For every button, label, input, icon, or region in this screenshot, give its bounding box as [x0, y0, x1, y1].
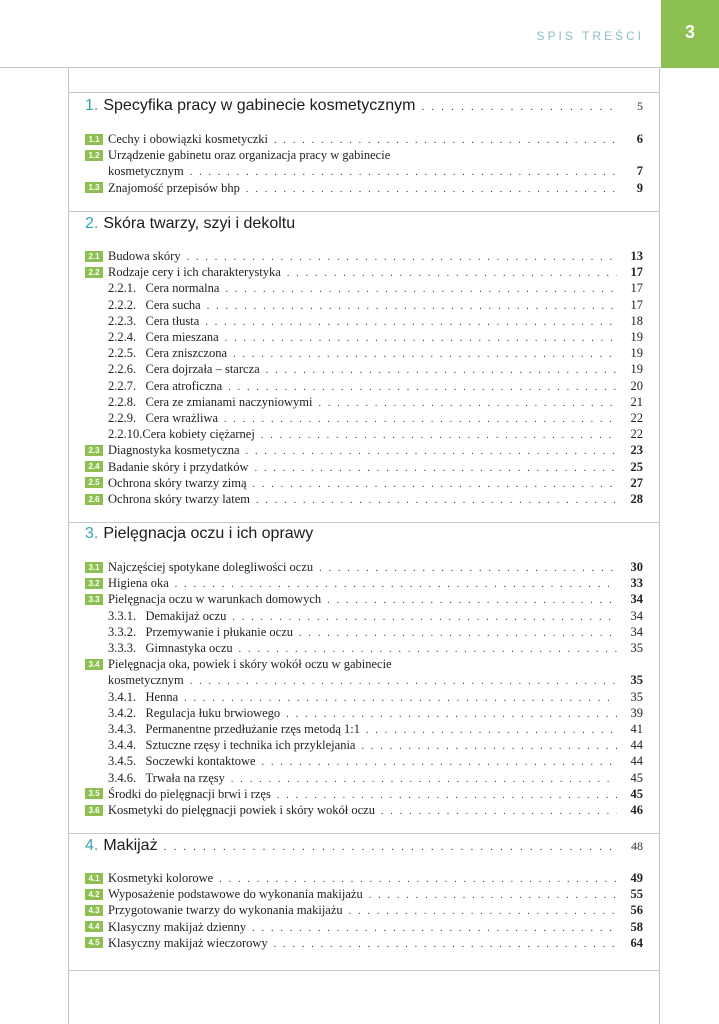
toc-entry[interactable] [85, 919, 643, 935]
toc-entry[interactable] [85, 491, 643, 507]
entry-page: 35 [630, 673, 643, 688]
entry-page: 45 [630, 770, 643, 785]
entry-title: Budowa skóry [108, 249, 181, 263]
entry-page: 64 [630, 935, 643, 950]
toc-entry[interactable] [85, 575, 643, 591]
entry-page: 20 [630, 378, 643, 393]
toc-subentry[interactable] [108, 737, 643, 753]
toc-subentry[interactable] [108, 378, 643, 394]
entry-page: 45 [630, 786, 643, 801]
leader-dots [164, 841, 617, 853]
entry-page: 49 [630, 871, 643, 885]
subsection-number: 3.4.3. [108, 722, 146, 736]
section-divider [68, 522, 660, 523]
section-badge: 2.5 [85, 477, 103, 488]
toc-subentry[interactable] [108, 361, 643, 377]
section-badge: 3.2 [85, 578, 103, 589]
toc-subentry[interactable] [108, 329, 643, 345]
entry-page: 22 [630, 411, 643, 425]
section-badge: 2.2 [85, 267, 103, 278]
entry-page: 19 [630, 362, 643, 377]
entry-title: Cera normalna [145, 281, 220, 296]
entry-title: Soczewki kontaktowe [145, 754, 256, 769]
entry-title: Najczęściej spotykane dolegliwości oczu [108, 560, 314, 574]
header-rule [0, 67, 661, 68]
toc-subentry[interactable] [108, 410, 643, 426]
section-badge: 2.4 [85, 461, 103, 472]
chapter-heading[interactable] [85, 215, 643, 237]
toc-entry[interactable] [85, 264, 643, 280]
toc-entry[interactable] [85, 786, 643, 802]
toc-entry[interactable] [85, 870, 643, 886]
entry-title: Regulacja łuku brwiowego [145, 705, 281, 720]
toc-entry[interactable] [85, 147, 643, 163]
section-badge: 1.3 [85, 182, 103, 193]
toc-subentry[interactable] [108, 624, 643, 640]
entry-page: 25 [630, 459, 643, 474]
entry-title: Rodzaje cery i ich charakterystyka [108, 265, 281, 280]
section-badge: 2.6 [85, 494, 103, 505]
section-badge: 1.2 [85, 150, 103, 161]
toc-subentry[interactable] [108, 608, 643, 624]
entry-title: Trwała na rzęsy [145, 770, 225, 785]
toc-entry[interactable] [85, 935, 643, 951]
toc-entry[interactable] [85, 886, 643, 902]
leader-dots [421, 101, 617, 113]
entry-page: 21 [630, 394, 643, 409]
entry-page: 7 [636, 164, 643, 179]
entry-page: 17 [630, 265, 643, 280]
chapter-number: 2. [85, 215, 99, 232]
entry-page: 30 [630, 560, 643, 574]
entry-title: Kosmetyki do pielęgnacji powiek i skóry wokół oczu [108, 803, 375, 817]
subsection-number: 2.2.7. [108, 378, 146, 393]
entry-page: 6 [636, 132, 643, 146]
leader-dots [246, 182, 617, 198]
entry-page: 35 [630, 641, 643, 655]
entry-title: Cera atroficzna [145, 378, 223, 393]
toc-entry[interactable] [85, 180, 643, 196]
toc-entry[interactable] [85, 131, 643, 147]
entry-page: 44 [630, 754, 643, 769]
section-badge: 4.5 [85, 937, 103, 948]
entry-page: 17 [630, 297, 643, 312]
entry-title: Badanie skóry i przydatków [108, 459, 249, 474]
entry-page: 39 [630, 705, 643, 720]
entry-title-continued: kosmetycznym [108, 164, 184, 179]
subsection-number: 2.2.8. [108, 394, 146, 409]
entry-page: 35 [630, 689, 643, 704]
toc-subentry[interactable] [108, 689, 643, 705]
entry-page: 13 [630, 249, 643, 263]
subsection-number: 2.2.2. [108, 297, 146, 312]
section-divider [68, 92, 660, 93]
toc-entry[interactable] [85, 802, 643, 818]
entry-page: 58 [630, 919, 643, 934]
entry-page: 9 [636, 180, 643, 195]
toc-entry-continuation[interactable] [85, 672, 643, 688]
entry-title: Wyposażenie podstawowe do wykonania makijażu [108, 887, 363, 902]
entry-title: Cera tłusta [145, 313, 200, 328]
entry-page: 18 [630, 313, 643, 328]
section-badge: 3.6 [85, 805, 103, 816]
toc-subentry[interactable] [108, 640, 643, 656]
entry-page: 46 [630, 803, 643, 817]
toc-subentry[interactable] [108, 345, 643, 361]
subsection-number: 2.2.10. [108, 427, 143, 442]
entry-title: Cera sucha [145, 297, 201, 312]
toc-entry[interactable] [85, 559, 643, 575]
chapter-title: Pielęgnacja oczu i ich oprawy [103, 525, 314, 542]
chapter-heading[interactable] [85, 97, 643, 119]
toc-subentry[interactable] [108, 297, 643, 313]
entry-title: Higiena oka [108, 576, 169, 591]
entry-page: 34 [630, 624, 643, 639]
chapter-page: 48 [631, 839, 643, 853]
entry-page: 33 [630, 576, 643, 591]
entry-title: Henna [145, 689, 179, 704]
subsection-number: 2.2.1. [108, 281, 146, 296]
subsection-number: 2.2.4. [108, 330, 146, 344]
subsection-number: 3.4.4. [108, 738, 146, 753]
entry-title: Przemywanie i płukanie oczu [145, 624, 294, 639]
page-number-tab [661, 0, 719, 68]
entry-title: Środki do pielęgnacji brwi i rzęs [108, 786, 271, 801]
toc-subentry[interactable] [108, 313, 643, 329]
entry-page: 27 [630, 475, 643, 490]
entry-title: Ochrona skóry twarzy latem [108, 492, 250, 506]
entry-title: Diagnostyka kosmetyczna [108, 443, 240, 458]
entry-title: Pielęgnacja oczu w warunkach domowych [108, 592, 322, 607]
entry-page: 17 [630, 281, 643, 296]
subsection-number: 3.4.5. [108, 754, 146, 769]
entry-title: Permanentne przedłużanie rzęs metodą 1:1 [145, 722, 360, 736]
leader-dots [274, 937, 617, 953]
entry-title: Przygotowanie twarzy do wykonania makijażu [108, 903, 343, 918]
toc-entry[interactable] [85, 902, 643, 918]
chapter-title: Specyfika pracy w gabinecie kosmetycznym [103, 97, 416, 114]
section-badge: 4.3 [85, 905, 103, 916]
section-badge: 1.1 [85, 134, 103, 145]
chapter-number: 4. [85, 837, 99, 854]
entry-title: Cera kobiety ciężarnej [142, 427, 255, 442]
entry-title: Znajomość przepisów bhp [108, 180, 240, 195]
section-divider [68, 970, 660, 971]
entry-page: 34 [630, 608, 643, 623]
header-label: SPIS TREŚCI [536, 29, 644, 43]
section-divider [68, 833, 660, 834]
toc-entry[interactable] [85, 248, 643, 264]
toc-entry[interactable] [85, 656, 643, 672]
toc-entry[interactable] [85, 475, 643, 491]
entry-page: 19 [630, 346, 643, 361]
section-badge: 4.4 [85, 921, 103, 932]
subsection-number: 3.4.1. [108, 689, 146, 704]
entry-title-continued: kosmetycznym [108, 673, 184, 688]
entry-page: 41 [630, 722, 643, 736]
entry-page: 23 [630, 443, 643, 458]
toc-entry[interactable] [85, 459, 643, 475]
subsection-number: 3.3.2. [108, 624, 146, 639]
entry-page: 19 [630, 330, 643, 344]
entry-page: 28 [630, 492, 643, 506]
toc-entry-continuation[interactable] [85, 163, 643, 179]
section-badge: 3.1 [85, 562, 103, 573]
toc-entry[interactable] [85, 442, 643, 458]
subsection-number: 3.4.6. [108, 770, 146, 785]
entry-title: Urządzenie gabinetu oraz organizacja pracy w gabinecie [108, 148, 391, 163]
entry-title: Cera wrażliwa [145, 411, 219, 425]
subsection-number: 2.2.6. [108, 362, 146, 377]
toc-subentry[interactable] [108, 721, 643, 737]
toc-subentry[interactable] [108, 770, 643, 786]
entry-page: 34 [630, 592, 643, 607]
subsection-number: 3.3.3. [108, 641, 146, 655]
entry-title: Cechy i obowiązki kosmetyczki [108, 132, 269, 146]
chapter-heading[interactable] [85, 525, 643, 547]
chapter-title: Makijaż [103, 837, 158, 854]
entry-page: 55 [630, 887, 643, 902]
entry-title: Cera dojrzała – starcza [145, 362, 260, 377]
section-badge: 4.1 [85, 873, 103, 884]
section-badge: 3.3 [85, 594, 103, 605]
subsection-number: 3.3.1. [108, 608, 146, 623]
section-badge: 2.1 [85, 251, 103, 262]
entry-page: 22 [630, 427, 643, 442]
subsection-number: 2.2.5. [108, 346, 146, 361]
chapter-heading[interactable] [85, 837, 643, 859]
toc-entry[interactable] [85, 591, 643, 607]
subsection-number: 2.2.9. [108, 411, 146, 425]
toc-subentry[interactable] [108, 394, 643, 410]
section-badge: 2.3 [85, 445, 103, 456]
toc-subentry[interactable] [108, 705, 643, 721]
toc-subentry[interactable] [108, 280, 643, 296]
entry-title: Cera zniszczona [145, 346, 228, 361]
entry-title: Kosmetyki kolorowe [108, 871, 214, 885]
entry-title: Sztuczne rzęsy i technika ich przyklejania [145, 738, 356, 753]
entry-title: Cera mieszana [145, 330, 219, 344]
entry-page: 56 [630, 903, 643, 918]
chapter-title: Skóra twarzy, szyi i dekoltu [103, 215, 296, 232]
section-badge: 3.5 [85, 788, 103, 799]
chapter-number: 3. [85, 525, 99, 542]
leader-dots [381, 804, 617, 820]
section-divider [68, 211, 660, 212]
leader-dots [256, 493, 617, 509]
chapter-page: 5 [637, 99, 643, 113]
subsection-number: 3.4.2. [108, 705, 146, 720]
toc-subentry[interactable] [108, 426, 643, 442]
chapter-number: 1. [85, 97, 99, 114]
toc-subentry[interactable] [108, 753, 643, 769]
entry-title: Pielęgnacja oka, powiek i skóry wokół oczu w gabinecie [108, 657, 392, 672]
entry-title: Klasyczny makijaż dzienny [108, 919, 247, 934]
entry-title: Klasyczny makijaż wieczorowy [108, 935, 268, 950]
entry-title: Ochrona skóry twarzy zimą [108, 475, 247, 490]
entry-page: 44 [630, 738, 643, 753]
page-number: 3 [684, 22, 695, 42]
section-badge: 3.4 [85, 659, 103, 670]
section-badge: 4.2 [85, 889, 103, 900]
subsection-number: 2.2.3. [108, 313, 146, 328]
entry-title: Demakijaż oczu [145, 608, 227, 623]
entry-title: Cera ze zmianami naczyniowymi [145, 394, 313, 409]
entry-title: Gimnastyka oczu [145, 641, 233, 655]
